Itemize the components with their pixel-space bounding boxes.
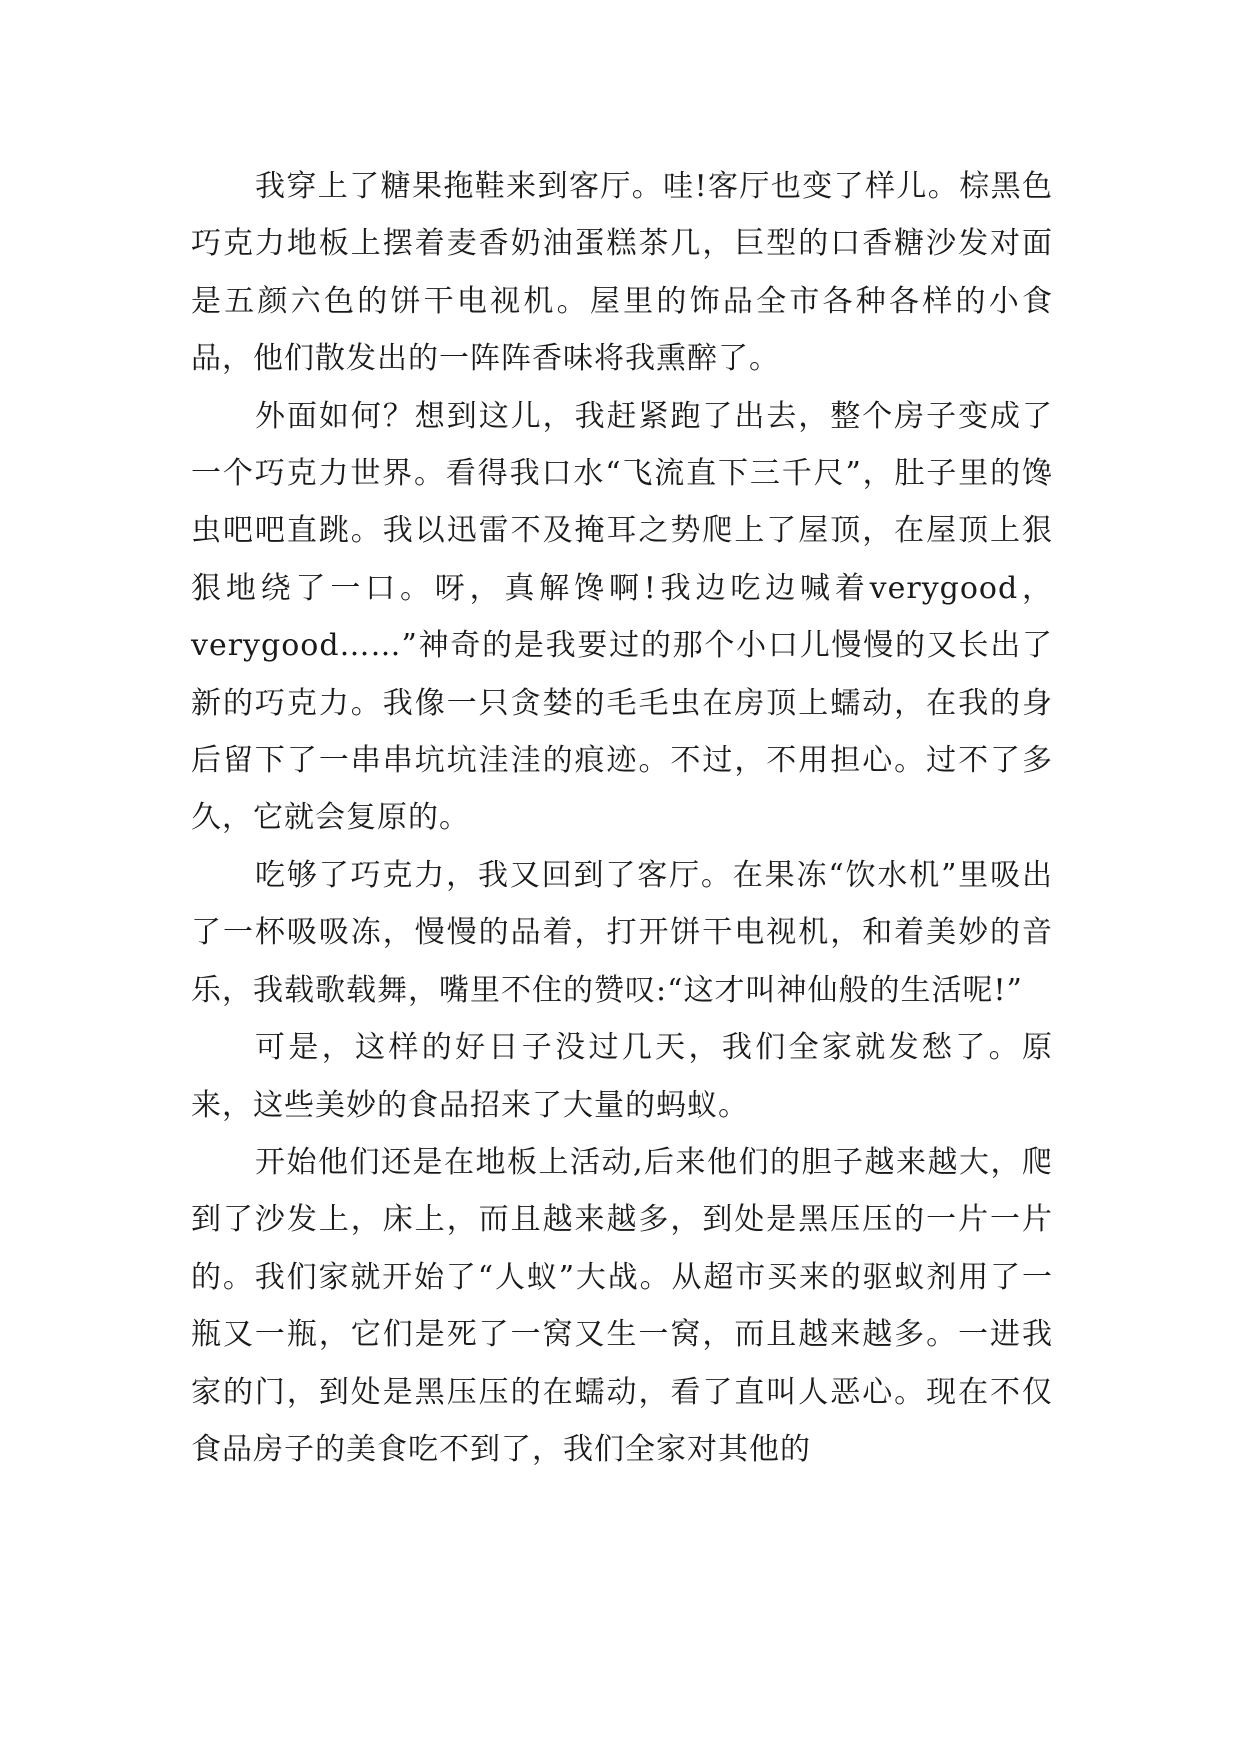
paragraph: 吃够了巧克力，我又回到了客厅。在果冻“饮水机”里吸出了一杯吸吸冻，慢慢的品着，打开饼干电视机，和着美妙的音乐，我载歌载舞，嘴里不住的赞叹:“这才叫神仙般的生活呢!” <box>191 857 1053 1008</box>
paragraph: 可是，这样的好日子没过几天，我们全家就发愁了。原来，这些美妙的食品招来了大量的蚂蚁。 <box>191 1030 1053 1123</box>
paragraph: 我穿上了糖果拖鞋来到客厅。哇!客厅也变了样儿。棕黑色巧克力地板上摆着麦香奶油蛋糕茶几，巨型的口香糖沙发对面是五颜六色的饼干电视机。屋里的饰品全市各种各样的小食品，他们散发出的一阵阵香味将我熏醉了。 <box>191 169 1053 377</box>
paragraph: 外面如何？想到这儿，我赶紧跑了出去，整个房子变成了一个巧克力世界。看得我口水“飞流直下三千尺”，肚子里的馋虫吧吧直跳。我以迅雷不及掩耳之势爬上了屋顶，在屋顶上狠狠地绕了一口。呀，真解馋啊!我边吃边喊着verygood，verygood……”神奇的是我要过的那个小口儿慢慢的又长出了新的巧克力。我像一只贪婪的毛毛虫在房顶上蠕动，在我的身后留下了一串串坑坑洼洼的痕迹。不过，不用担心。过不了多久，它就会复原的。 <box>191 398 1053 836</box>
paragraph: 开始他们还是在地板上活动,后来他们的胆子越来越大，爬到了沙发上，床上，而且越来越多，到处是黑压压的一片一片的。我们家就开始了“人蚁”大战。从超市买来的驱蚁剂用了一瓶又一瓶，它们是死了一窝又生一窝，而且越来越多。一进我家的门，到处是黑压压的在蠕动，看了直叫人恶心。现在不仅食品房子的美食吃不到了，我们全家对其他的 <box>191 1144 1053 1467</box>
document-body <box>191 158 1053 1478</box>
